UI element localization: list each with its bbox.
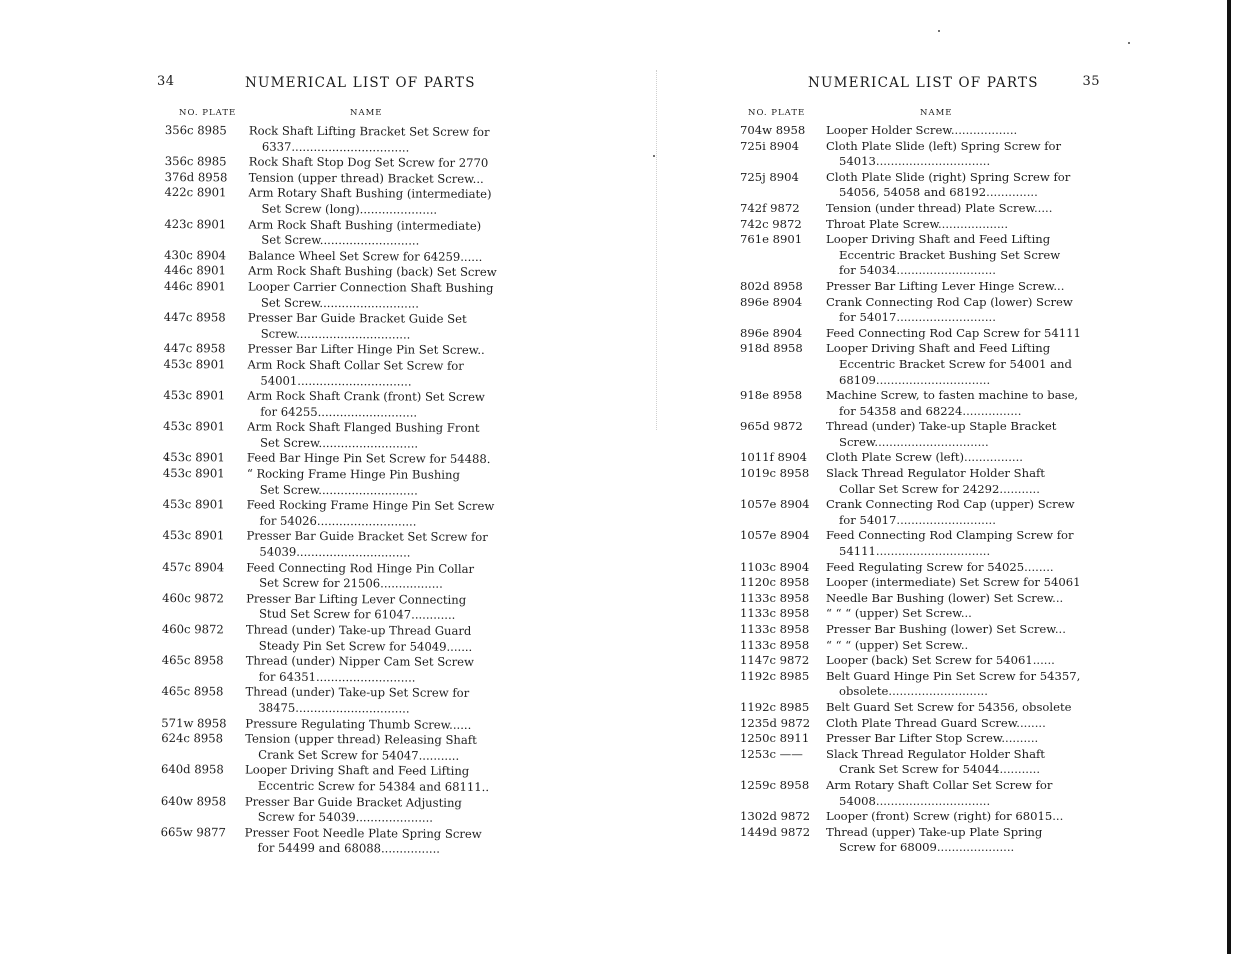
running-head: NUMERICAL LIST OF PARTS [808, 75, 1039, 91]
part-name-line: Looper Driving Shaft and Feed Lifting [826, 341, 1051, 356]
part-name [246, 560, 497, 593]
part-name-line: Slack Thread Regulator Holder Shaft [826, 746, 1045, 761]
part-name [245, 716, 496, 733]
part-name-line: Set Screw (long)..................... [261, 201, 438, 217]
part-name-line: Set Screw for 21506................. [259, 575, 443, 591]
part-name [248, 311, 499, 344]
part-name-line: 54111............................... [839, 544, 991, 559]
part-name [826, 139, 1100, 170]
part-name [247, 451, 498, 468]
list-item [161, 731, 496, 764]
parts-list [161, 123, 500, 858]
part-number-plate: 453c 8901 [163, 419, 226, 434]
part-name [248, 279, 499, 312]
column-header-name: NAME [350, 108, 383, 118]
part-number-plate: 1192c 8985 [740, 668, 810, 683]
list-item [162, 591, 497, 624]
part-name-line: for 54499 and 68088................ [257, 840, 441, 857]
list-item [162, 622, 497, 655]
part-name-line: Looper Driving Shaft and Feed Lifting [245, 762, 470, 779]
part-number-plate: 460c 9872 [161, 621, 224, 637]
part-name-line: for 54034........................... [839, 263, 996, 278]
list-item [740, 232, 1100, 279]
part-name-line: 54056, 54058 and 68192.............. [839, 185, 1038, 200]
part-number-plate: 422c 8901 [164, 185, 227, 200]
list-item [740, 466, 1100, 497]
scan-speck [1128, 42, 1130, 44]
part-name-line: Rock Shaft Lifting Bracket Set Screw for [248, 123, 490, 139]
part-name [826, 497, 1100, 528]
part-name [826, 825, 1100, 856]
part-name-line: Thread (under) Take-up Set Screw for [245, 684, 470, 701]
part-name-line: Feed Connecting Rod Cap Screw for 54111 [826, 325, 1081, 340]
part-number-plate: 1103c 8904 [740, 559, 810, 574]
part-name-line: Throat Plate Screw................... [826, 216, 1009, 231]
part-number-plate: 1253c —— [740, 746, 803, 761]
part-number-plate: 571w 8958 [161, 715, 227, 730]
scan-speck [653, 155, 655, 157]
part-number-plate: 896e 8904 [740, 294, 803, 309]
part-name-line: Crank Connecting Rod Cap (upper) Screw [826, 497, 1075, 512]
part-name-line: Looper Holder Screw.................. [826, 123, 1018, 137]
part-name [826, 217, 1100, 233]
part-name-line: Arm Rock Shaft Crank (front) Set Screw [247, 388, 485, 405]
part-name-line: Machine Screw, to fasten machine to base, [826, 388, 1079, 403]
part-number-plate: 1120c 8958 [740, 575, 810, 590]
part-name-line: Pressure Regulating Thumb Screw...... [245, 716, 472, 732]
part-name-line: 38475............................... [258, 700, 410, 716]
part-number-plate: 1259c 8958 [740, 777, 810, 792]
part-name [245, 794, 496, 827]
part-name [249, 124, 500, 157]
list-item [740, 201, 1100, 217]
right-page [740, 0, 1100, 954]
part-number-plate: 453c 8901 [163, 388, 226, 403]
part-number-plate: 356c 8985 [164, 123, 227, 138]
part-name-line: Arm Rotary Shaft Bushing (intermediate) [248, 185, 492, 202]
part-name [826, 700, 1100, 716]
part-number-plate: 447c 8958 [163, 310, 226, 325]
part-number-plate: 453c 8901 [162, 466, 225, 481]
list-item [162, 528, 497, 561]
part-name [826, 622, 1100, 638]
part-name-line: Screw............................... [260, 326, 411, 342]
part-number-plate: 356c 8985 [164, 154, 227, 169]
part-name-line: obsolete........................... [839, 684, 988, 699]
part-name [826, 653, 1100, 669]
part-name [826, 295, 1100, 326]
part-number-plate: 465c 8958 [161, 653, 224, 668]
part-number-plate: 665w 9877 [160, 824, 226, 840]
part-name [248, 217, 499, 250]
part-number-plate: 423c 8901 [164, 216, 227, 231]
list-item [740, 279, 1100, 295]
part-name-line: Feed Connecting Rod Hinge Pin Collar [246, 560, 475, 576]
page-gutter [656, 70, 658, 430]
part-number-plate: 761e 8901 [740, 232, 803, 247]
part-name-line: “ “ “ (upper) Set Screw... [826, 606, 972, 621]
part-number-plate: 640d 8958 [161, 762, 224, 777]
part-number-plate: 453c 8901 [163, 356, 226, 372]
part-name-line: Tension (under thread) Plate Screw..... [826, 200, 1053, 215]
part-name [248, 186, 499, 219]
list-item [740, 575, 1100, 591]
part-number-plate: 465c 8958 [161, 684, 224, 699]
part-name [826, 341, 1100, 388]
list-item [740, 388, 1100, 419]
part-name [826, 326, 1100, 342]
list-item [740, 591, 1100, 607]
part-name-line: Arm Rotary Shaft Collar Set Screw for [826, 777, 1053, 792]
list-item [740, 669, 1100, 700]
part-name-line: Arm Rock Shaft Bushing (intermediate) [248, 217, 482, 233]
column-header-no-plate: NO. PLATE [748, 108, 806, 118]
part-name-line: Looper (back) Set Screw for 54061...... [826, 653, 1055, 668]
list-item [161, 762, 496, 795]
part-number-plate: 1133c 8958 [740, 590, 810, 605]
part-number-plate: 918e 8958 [740, 388, 803, 403]
page-number: 35 [1082, 74, 1100, 89]
part-name-line: Arm Rock Shaft Bushing (back) Set Screw [248, 263, 497, 280]
part-name-line: 68109............................... [839, 372, 991, 387]
part-name-line: Thread (under) Nipper Cam Set Screw [245, 653, 475, 670]
part-name-line: Screw for 54039..................... [257, 809, 434, 825]
column-header-name: NAME [920, 108, 953, 118]
part-name [246, 591, 497, 624]
running-head: NUMERICAL LIST OF PARTS [245, 75, 476, 91]
part-name [249, 170, 500, 187]
list-item [740, 778, 1100, 809]
part-name [826, 466, 1100, 497]
part-name [826, 778, 1100, 809]
list-item [740, 731, 1100, 747]
part-name-line: Presser Bar Bushing (lower) Set Screw... [826, 622, 1066, 636]
list-item [164, 185, 499, 218]
part-name-line: Needle Bar Bushing (lower) Set Screw... [826, 590, 1064, 605]
part-name-line: 54013............................... [839, 154, 991, 169]
part-name-line: Rock Shaft Stop Dog Set Screw for 2770 [248, 154, 489, 171]
part-number-plate: 1011f 8904 [740, 450, 807, 465]
part-name-line: Set Screw........................... [260, 295, 419, 311]
list-item [740, 700, 1100, 716]
part-name [826, 669, 1100, 700]
part-name-line: Presser Bar Lifter Hinge Pin Set Screw.. [247, 341, 485, 358]
part-name [826, 731, 1100, 747]
list-item [740, 170, 1100, 201]
column-headers [165, 108, 500, 120]
part-number-plate: 1192c 8985 [740, 699, 810, 714]
part-number-plate: 1449d 9872 [740, 824, 811, 839]
list-item [161, 794, 496, 827]
part-number-plate: 1250c 8911 [740, 731, 810, 746]
list-item [740, 123, 1100, 139]
list-item [161, 825, 496, 858]
part-name-line: Presser Bar Guide Bracket Guide Set [247, 310, 467, 326]
list-item [740, 341, 1100, 388]
part-number-plate: 1057e 8904 [740, 528, 810, 543]
part-name-line: Feed Rocking Frame Hinge Pin Set Screw [246, 497, 495, 514]
left-page [157, 0, 500, 954]
part-number-plate: 460c 9872 [162, 590, 224, 606]
part-name [248, 264, 499, 281]
part-number-plate: 725i 8904 [740, 138, 800, 153]
part-name-line: Screw for 68009..................... [839, 840, 1015, 855]
part-name-line: 54001............................... [260, 373, 412, 389]
list-item [740, 638, 1100, 654]
part-number-plate: 447c 8958 [163, 341, 226, 356]
column-headers [740, 108, 1100, 120]
parts-list [740, 123, 1100, 856]
part-name [248, 342, 499, 359]
part-name-line: Arm Rock Shaft Collar Set Screw for [247, 357, 464, 373]
part-name-line: for 54017........................... [839, 310, 996, 325]
part-name-line: Presser Bar Lifting Lever Connecting [246, 591, 467, 607]
list-item [163, 388, 498, 421]
list-item [162, 560, 497, 593]
part-number-plate: 802d 8958 [740, 278, 803, 293]
part-name-line: Presser Bar Guide Bracket Adjusting [244, 794, 462, 810]
part-name [826, 575, 1100, 591]
part-name-line: Looper Driving Shaft and Feed Lifting [826, 232, 1051, 247]
part-name [248, 248, 499, 265]
part-name [826, 419, 1100, 450]
list-item [740, 326, 1100, 342]
part-name-line: Set Screw........................... [260, 435, 419, 451]
list-item [163, 357, 498, 390]
list-item [162, 653, 497, 686]
part-name [826, 450, 1100, 466]
part-name-line: Cloth Plate Screw (left)................ [826, 450, 1023, 465]
part-name-line: Balance Wheel Set Screw for 64259...... [248, 248, 483, 264]
part-name-line: Eccentric Bracket Screw for 54001 and [839, 356, 1072, 371]
part-name [826, 201, 1100, 217]
part-name [826, 716, 1100, 732]
part-name [246, 623, 497, 656]
part-name-line: Feed Regulating Screw for 54025........ [826, 559, 1054, 574]
part-number-plate: 742f 9872 [740, 200, 800, 215]
list-item [740, 497, 1100, 528]
part-number-plate: 742c 9872 [740, 216, 802, 231]
list-item [163, 497, 498, 530]
part-name-line: Thread (upper) Take-up Plate Spring [826, 824, 1043, 839]
part-name-line: “ “ “ (upper) Set Screw.. [826, 637, 969, 652]
part-name-line: Belt Guard Hinge Pin Set Screw for 54357, [826, 668, 1081, 683]
column-header-no-plate: NO. PLATE [179, 108, 237, 118]
part-name [826, 606, 1100, 622]
list-item [164, 217, 499, 250]
part-number-plate: 725j 8904 [740, 169, 799, 184]
part-name-line: for 54358 and 68224................ [839, 403, 1022, 418]
part-name-line: Eccentric Bracket Bushing Set Screw [839, 247, 1061, 262]
part-name [826, 123, 1100, 139]
part-name-line: Presser Foot Needle Plate Spring Screw [244, 825, 482, 841]
part-number-plate: 446c 8901 [164, 263, 226, 278]
part-name [245, 732, 496, 765]
part-name-line: for 64255........................... [260, 404, 418, 420]
part-name-line: Looper Carrier Connection Shaft Bushing [247, 279, 494, 295]
list-item [163, 466, 498, 499]
part-name-line: Eccentric Screw for 54384 and 68111.. [257, 778, 490, 794]
list-item [740, 606, 1100, 622]
part-number-plate: 376d 8958 [164, 169, 228, 185]
list-item [740, 622, 1100, 638]
part-number-plate: 704w 8958 [740, 123, 806, 137]
part-number-plate: 1235d 9872 [740, 715, 811, 730]
part-number-plate: 1133c 8958 [740, 606, 810, 621]
part-name [247, 467, 498, 500]
part-name-line: Belt Guard Set Screw for 54356, obsolete [826, 699, 1072, 714]
part-name [826, 528, 1100, 559]
part-name [826, 560, 1100, 576]
list-item [740, 653, 1100, 669]
part-number-plate: 624c 8958 [161, 731, 224, 746]
part-name [826, 388, 1100, 419]
part-name [247, 389, 498, 422]
part-name-line: 54008............................... [839, 793, 991, 808]
list-item [164, 310, 499, 343]
part-name-line: Feed Connecting Rod Clamping Screw for [826, 528, 1074, 543]
part-number-plate: 1302d 9872 [740, 809, 811, 824]
part-name [826, 279, 1100, 295]
part-number-plate: 965d 9872 [740, 419, 803, 434]
list-item [740, 528, 1100, 559]
list-item [740, 217, 1100, 233]
part-name-line: Slack Thread Regulator Holder Shaft [826, 466, 1045, 481]
part-name [826, 232, 1100, 279]
part-name [826, 170, 1100, 201]
part-name [249, 155, 500, 172]
part-name-line: Feed Bar Hinge Pin Set Screw for 54488. [246, 450, 491, 467]
list-item [164, 279, 499, 312]
part-name-line: Presser Bar Lifting Lever Hinge Screw... [826, 278, 1065, 293]
part-name-line: Crank Connecting Rod Cap (lower) Screw [826, 294, 1073, 309]
part-name [245, 825, 496, 858]
part-name [247, 420, 498, 453]
part-name [247, 357, 498, 390]
part-name [826, 747, 1100, 778]
list-item [740, 747, 1100, 778]
list-item [740, 139, 1100, 170]
part-number-plate: 1133c 8958 [740, 637, 810, 652]
part-name-line: Set Screw........................... [259, 482, 418, 498]
part-number-plate: 453c 8901 [162, 450, 225, 465]
part-name [246, 529, 497, 562]
part-name-line: Presser Bar Guide Bracket Set Screw for [246, 528, 488, 545]
part-name-line: for 64351........................... [258, 669, 416, 685]
list-item [161, 684, 496, 717]
part-name-line: for 54026........................... [259, 513, 417, 529]
part-name [245, 763, 496, 796]
list-item [740, 419, 1100, 450]
part-number-plate: 640w 8958 [160, 793, 227, 808]
part-name-line: 54039............................... [259, 544, 411, 560]
list-item [165, 123, 500, 156]
part-name-line: Collar Set Screw for 24292........... [839, 481, 1040, 496]
part-name-line: Arm Rock Shaft Flanged Bushing Front [247, 419, 480, 436]
part-name-line: Tension (upper thread) Bracket Screw... [248, 170, 484, 186]
part-number-plate: 457c 8904 [162, 559, 225, 574]
part-number-plate: 453c 8901 [162, 497, 225, 512]
part-name-line: Crank Set Screw for 54047........... [258, 747, 460, 763]
part-name [826, 638, 1100, 654]
part-name-line: Cloth Plate Slide (left) Spring Screw for [826, 138, 1062, 153]
part-number-plate: 1147c 9872 [740, 653, 810, 668]
part-name-line: Looper (front) Screw (right) for 68015... [826, 809, 1064, 824]
part-name-line: Steady Pin Set Screw for 54049....... [258, 638, 473, 654]
part-number-plate: 1019c 8958 [740, 466, 810, 481]
part-name-line: Screw............................... [839, 434, 989, 449]
part-number-plate: 446c 8901 [163, 278, 226, 294]
part-name-line: Stud Set Screw for 61047............ [258, 606, 456, 623]
part-number-plate: 430c 8904 [164, 247, 227, 263]
part-name-line: Tension (upper thread) Releasing Shaft [245, 731, 477, 748]
part-name-line: Crank Set Screw for 54044........... [839, 762, 1041, 777]
part-name [826, 591, 1100, 607]
list-item [740, 295, 1100, 326]
part-name [246, 654, 497, 687]
part-name-line: Cloth Plate Thread Guard Screw........ [826, 715, 1046, 730]
part-name-line: Looper (intermediate) Set Screw for 54061 [826, 575, 1081, 590]
part-name-line: Cloth Plate Slide (right) Spring Screw for [826, 169, 1071, 184]
part-number-plate: 896e 8904 [740, 325, 803, 340]
part-name-line: 6337................................ [261, 139, 410, 155]
scan-edge-bar [1227, 0, 1231, 954]
list-item [740, 560, 1100, 576]
part-name-line: “ Rocking Frame Hinge Pin Bushing [246, 466, 460, 482]
part-name [245, 685, 496, 718]
part-name-line: Thread (under) Take-up Staple Bracket [826, 419, 1057, 434]
part-name-line: for 54017........................... [839, 512, 996, 527]
part-name [247, 498, 498, 531]
part-number-plate: 1133c 8958 [740, 622, 810, 636]
list-item [740, 716, 1100, 732]
page-number: 34 [157, 74, 175, 89]
part-name-line: Set Screw........................... [261, 232, 420, 248]
list-item [740, 450, 1100, 466]
part-name [826, 809, 1100, 825]
list-item [740, 809, 1100, 825]
part-name-line: Presser Bar Lifter Stop Screw.......... [826, 731, 1039, 746]
part-name-line: Thread (under) Take-up Thread Guard [245, 622, 472, 638]
list-item [740, 825, 1100, 856]
part-number-plate: 1057e 8904 [740, 497, 810, 512]
list-item [163, 419, 498, 452]
part-number-plate: 453c 8901 [162, 528, 225, 543]
part-number-plate: 918d 8958 [740, 341, 803, 356]
